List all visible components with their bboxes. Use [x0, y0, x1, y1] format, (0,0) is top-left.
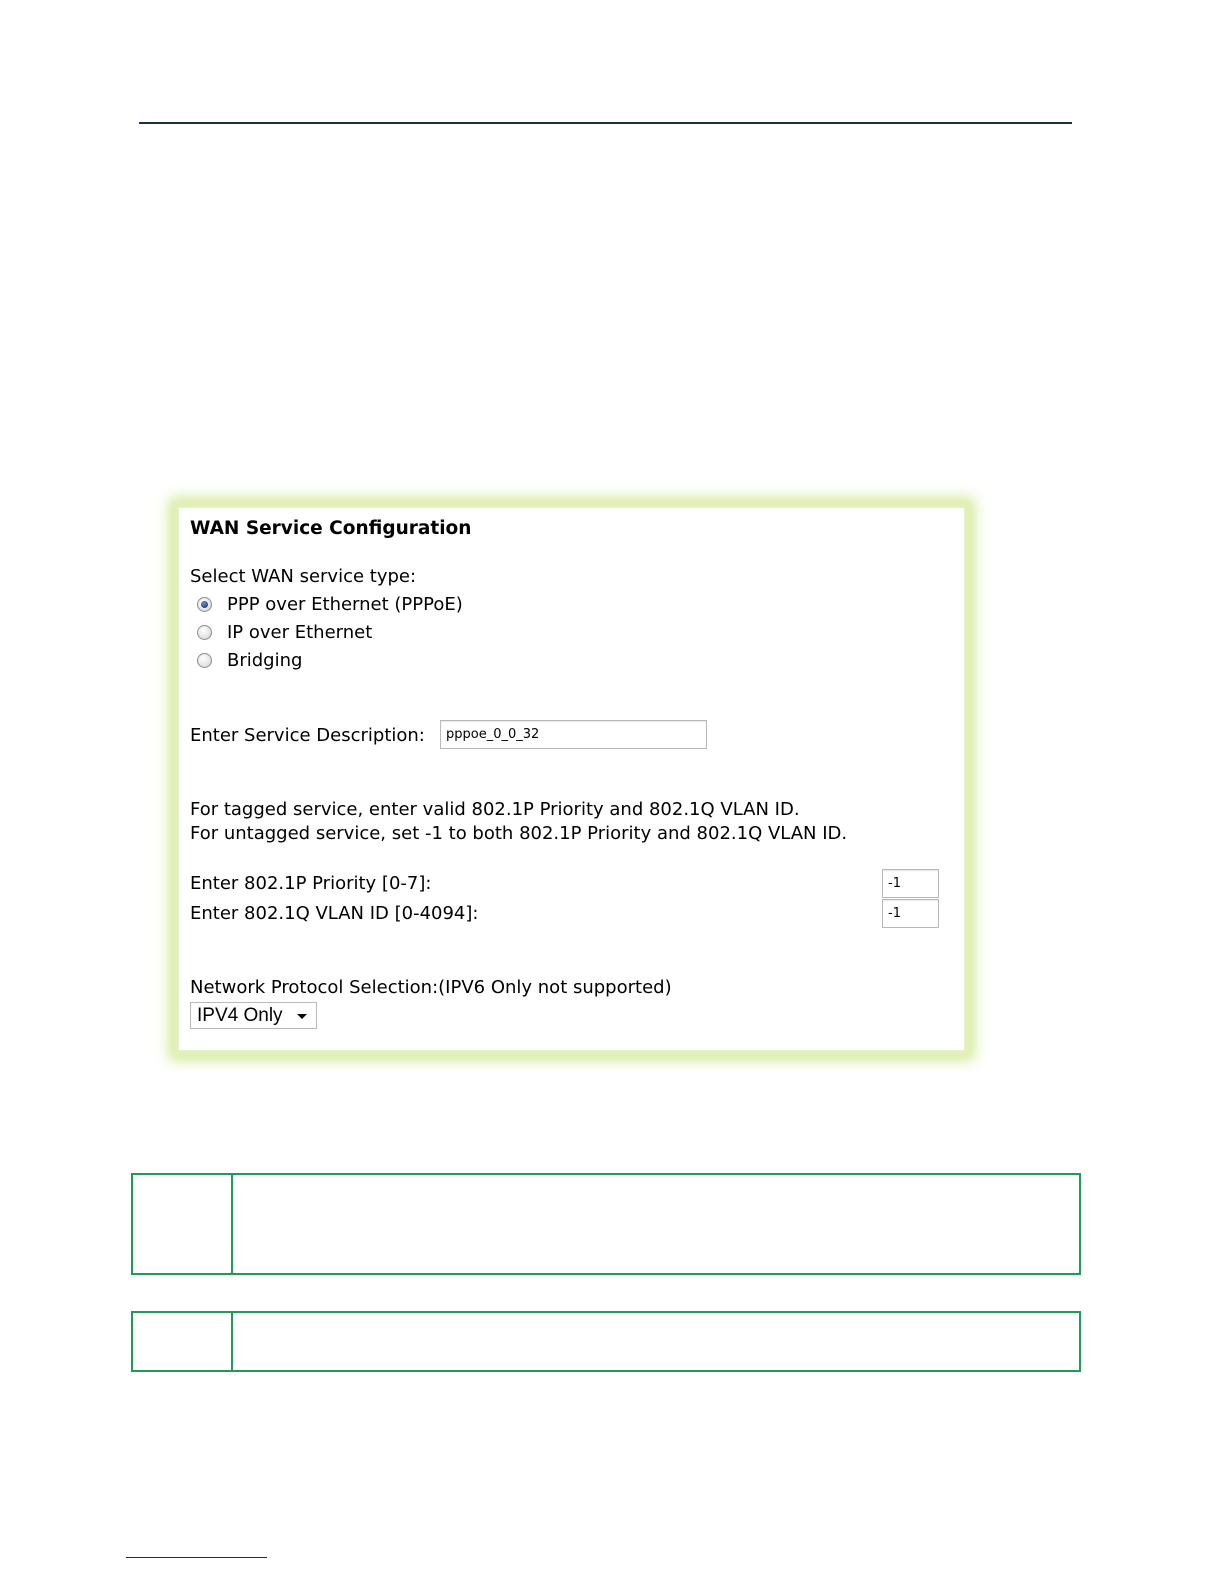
- radio-ipoe[interactable]: [197, 625, 212, 640]
- footer-rule: [126, 1557, 267, 1558]
- service-description-label: Enter Service Description:: [190, 725, 425, 746]
- note-box-1: [131, 1173, 1081, 1275]
- protocol-label: Network Protocol Selection:(IPV6 Only not supported): [190, 977, 672, 998]
- note-box-2: [131, 1311, 1081, 1372]
- priority-label: Enter 802.1P Priority [0-7]:: [190, 873, 432, 894]
- panel-title: WAN Service Configuration: [190, 518, 472, 539]
- vlan-info-line1: For tagged service, enter valid 802.1P Priority and 802.1Q VLAN ID.: [190, 799, 800, 820]
- service-type-label: Select WAN service type:: [190, 566, 417, 587]
- radio-pppoe-label: PPP over Ethernet (PPPoE): [227, 593, 463, 615]
- wan-config-panel: [178, 507, 965, 1051]
- vlan-info-line2: For untagged service, set -1 to both 802.1P Priority and 802.1Q VLAN ID.: [190, 823, 848, 844]
- chevron-down-icon: [297, 1014, 307, 1019]
- protocol-select[interactable]: [190, 1002, 317, 1029]
- service-description-input[interactable]: [440, 720, 707, 749]
- vlan-id-input[interactable]: [882, 899, 939, 928]
- note-box-2-divider: [231, 1313, 233, 1370]
- radio-ipoe-label: IP over Ethernet: [227, 621, 373, 643]
- radio-row-pppoe[interactable]: [197, 592, 463, 616]
- radio-pppoe[interactable]: [197, 597, 212, 612]
- note-box-1-divider: [231, 1175, 233, 1273]
- radio-row-bridging[interactable]: [197, 648, 302, 672]
- radio-bridging[interactable]: [197, 653, 212, 668]
- protocol-selected-value: IPV4 Only: [197, 1004, 283, 1026]
- priority-input[interactable]: [882, 869, 939, 898]
- vlan-id-label: Enter 802.1Q VLAN ID [0-4094]:: [190, 903, 479, 924]
- radio-bridging-label: Bridging: [227, 649, 303, 671]
- radio-row-ipoe[interactable]: [197, 620, 372, 644]
- header-rule: [139, 122, 1072, 124]
